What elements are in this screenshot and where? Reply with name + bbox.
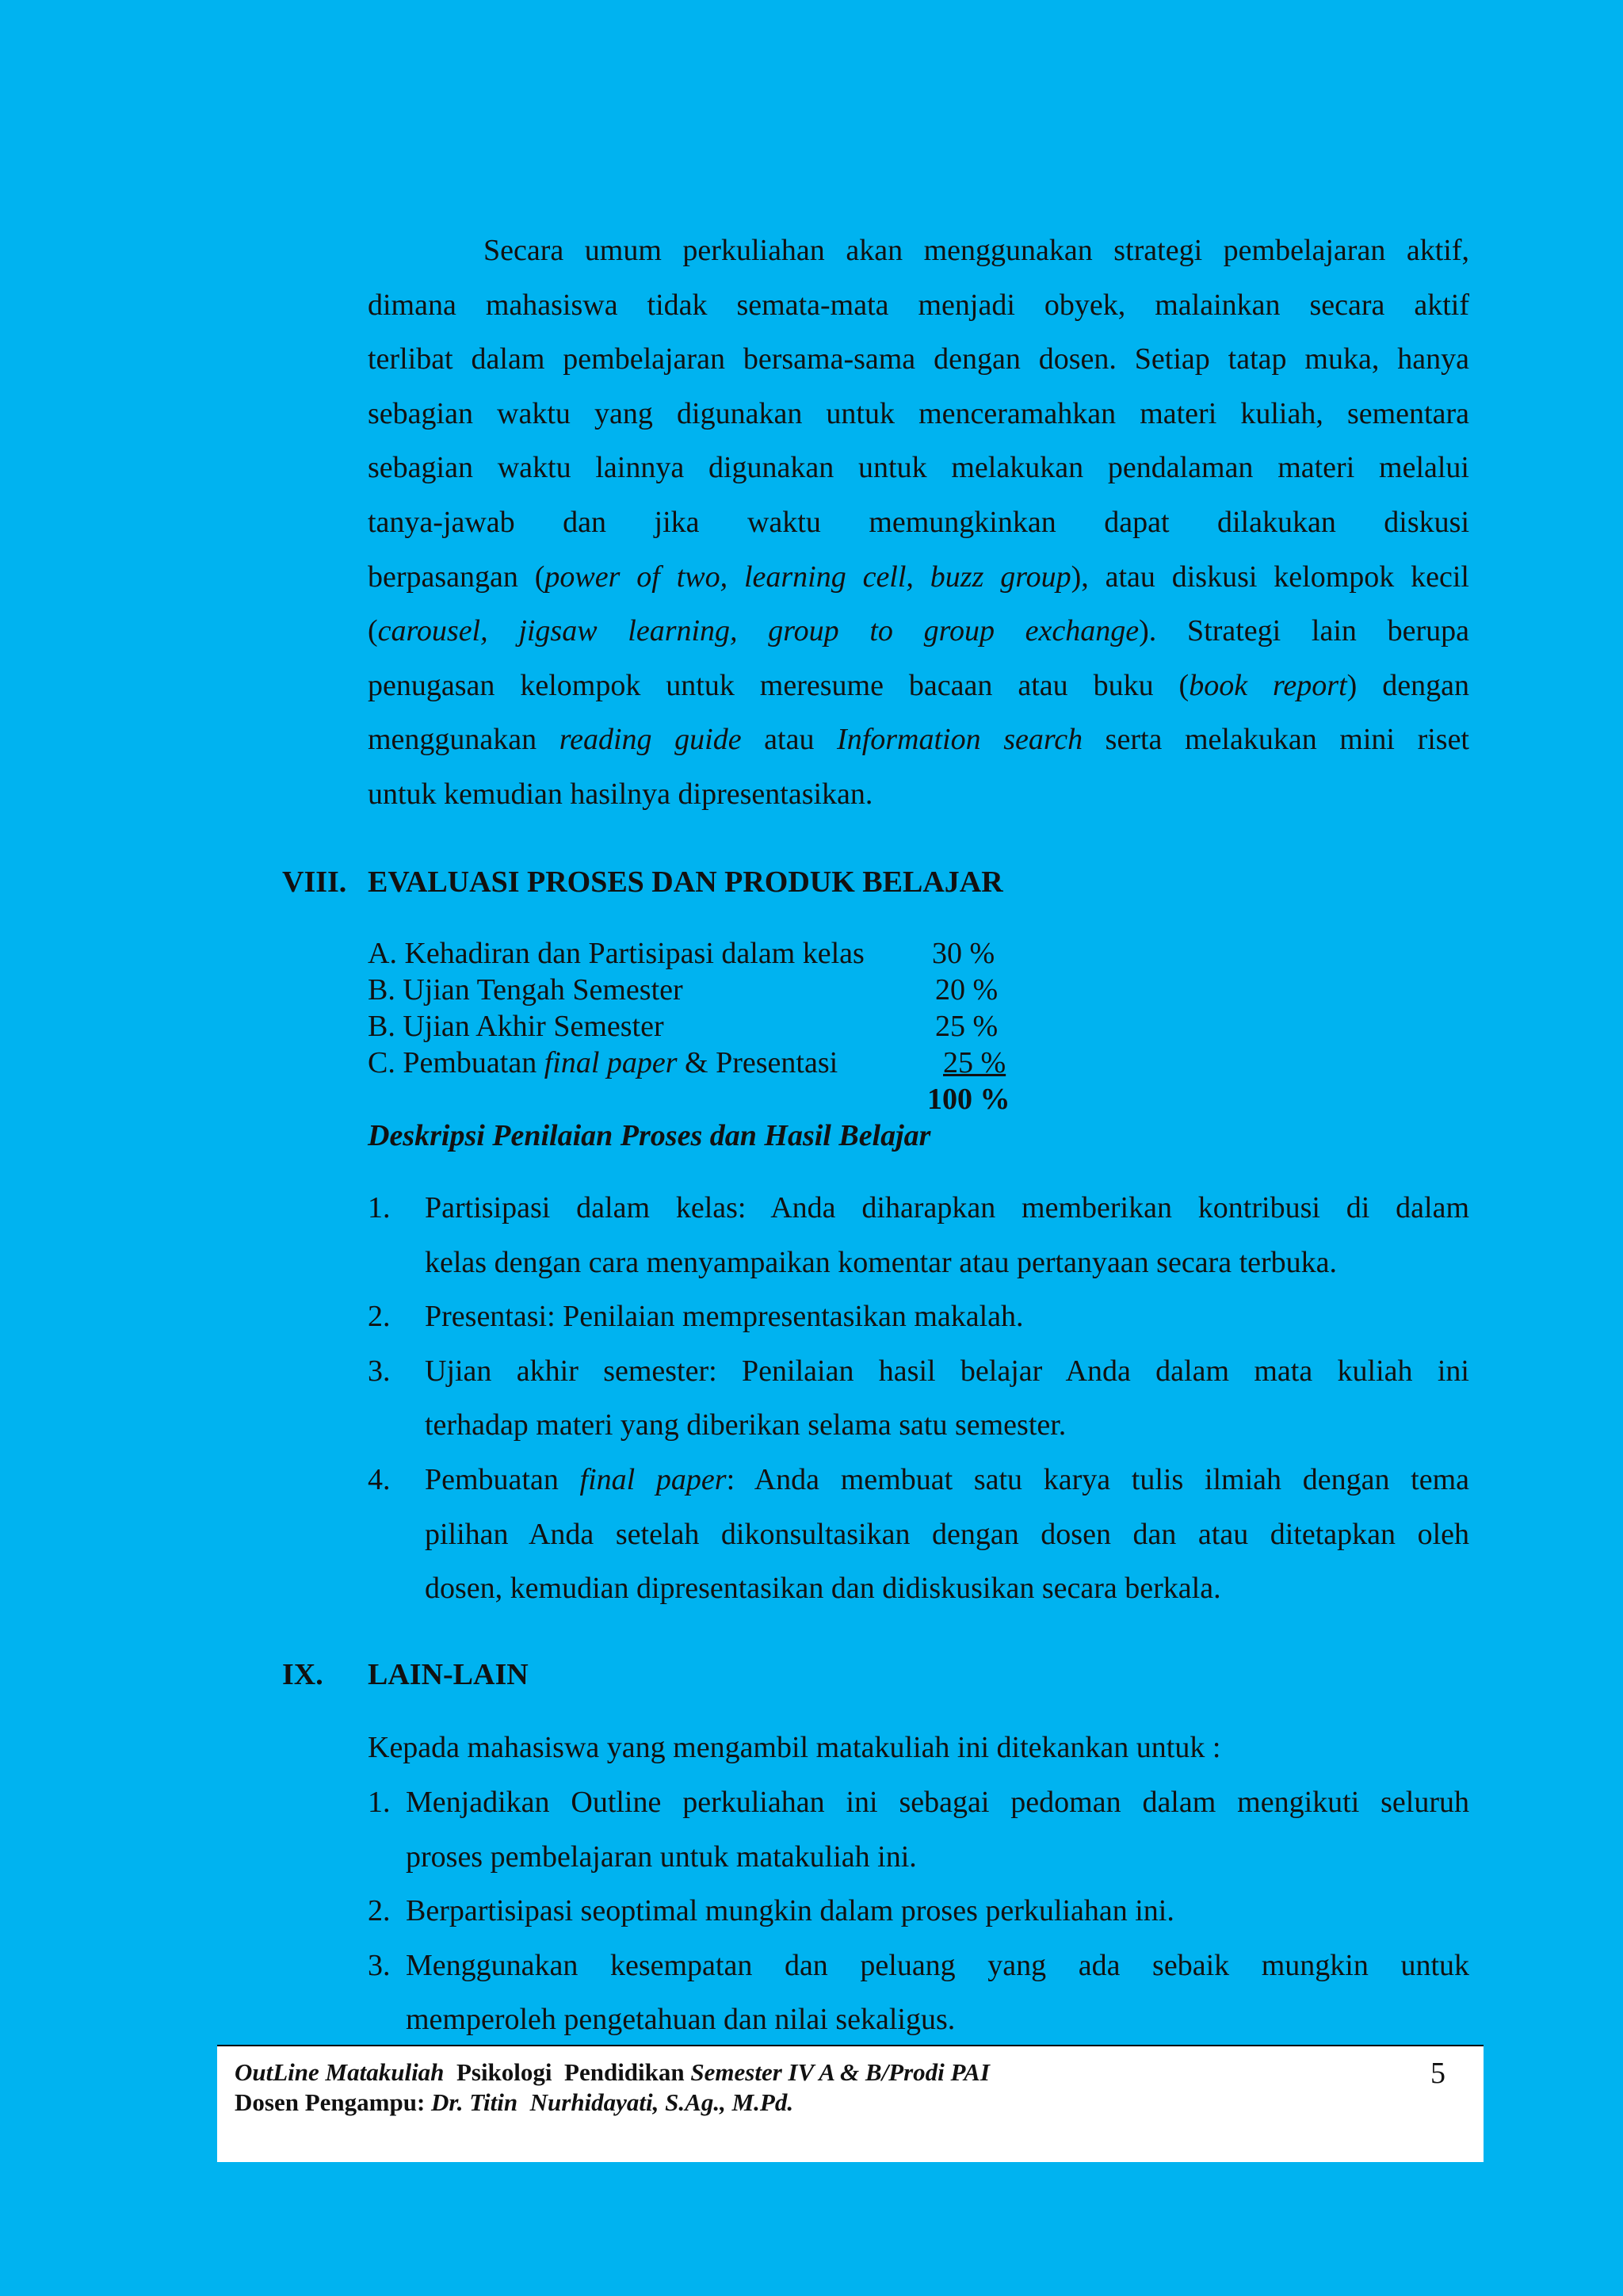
section-number: VIII. (282, 865, 347, 899)
paragraph-line: untuk kemudian hasilnya dipresentasikan. (368, 777, 873, 811)
page-footer (217, 2045, 1484, 2162)
evaluation-row-label: B. Ujian Akhir Semester (368, 1010, 664, 1043)
list-item: 2. Berpartisipasi seoptimal mungkin dalam proses perkuliahan ini. (368, 1894, 1174, 1928)
paragraph-line: (carousel, jigsaw learning, group to group exchange). Strategi lain berupa (368, 614, 1469, 648)
list-item: 3. Menggunakan kesempatan dan peluang yang ada sebaik mungkin untuk memperoleh pengetahuan dan nilai sekaligus. (368, 1948, 1469, 2037)
footer-lecturer-line: Dosen Pengampu: Dr. Titin Nurhidayati, S.Ag., M.Pd. (235, 2088, 794, 2116)
assessment-list (368, 1181, 1469, 1616)
evaluation-total: 100 % (927, 1083, 1010, 1116)
evaluation-row-percent: 20 % (935, 973, 999, 1007)
list-item: 2. Presentasi: Penilaian mempresentasikan makalah. (368, 1300, 1024, 1334)
evaluation-row-percent: 30 % (932, 937, 995, 970)
section-title: LAIN-LAIN (368, 1658, 529, 1691)
paragraph-line: terlibat dalam pembelajaran bersama-sama dengan dosen. Setiap tatap muka, hanya (368, 342, 1469, 376)
evaluation-row-label: C. Pembuatan final paper & Presentasi (368, 1046, 838, 1079)
section-title: EVALUASI PROSES DAN PRODUK BELAJAR (368, 865, 1003, 899)
intro-paragraph (368, 223, 1469, 822)
evaluation-row-label: B. Ujian Tengah Semester (368, 973, 683, 1007)
paragraph-line: dimana mahasiswa tidak semata-mata menjadi obyek, malainkan secara aktif (368, 288, 1469, 322)
paragraph-line: Secara umum perkuliahan akan menggunakan strategi pembelajaran aktif, (483, 234, 1469, 267)
list-item: 1. Menjadikan Outline perkuliahan ini sebagai pedoman dalam mengikuti seluruh proses pembelajaran untuk matakuliah ini. (368, 1786, 1469, 1874)
section-number: IX. (282, 1658, 323, 1691)
assessment-description-heading: Deskripsi Penilaian Proses dan Hasil Belajar (368, 1119, 931, 1152)
list-item: 3. Ujian akhir semester: Penilaian hasil belajar Anda dalam mata kuliah ini terhadap materi yang diberikan selama satu semester. (368, 1354, 1469, 1442)
list-item: 4. Pembuatan final paper: Anda membuat satu karya tulis ilmiah dengan tema pilihan Anda setelah dikonsultasikan dengan dosen dan atau ditetapkan oleh dosen, kemudian dipresentasikan dan didiskusikan secara berkala. (368, 1462, 1470, 1606)
footer-course-line: OutLine Matakuliah Psikologi Pendidikan Semester IV A & B/Prodi PAI (235, 2058, 990, 2086)
paragraph-line: berpasangan (power of two, learning cell, buzz group), atau diskusi kelompok kecil (368, 560, 1469, 594)
evaluation-row-percent: 25 % (943, 1046, 1006, 1079)
paragraph-line: tanya-jawab dan jika waktu memungkinkan dapat dilakukan diskusi (368, 505, 1469, 539)
paragraph-line: penugasan kelompok untuk meresume bacaan atau buku (book report) dengan (368, 668, 1469, 702)
paragraph-line: sebagian waktu yang digunakan untuk menceramahkan materi kuliah, sementara (368, 396, 1469, 430)
page-number: 5 (1430, 2057, 1445, 2090)
section-intro-text: Kepada mahasiswa yang mengambil matakuliah ini ditekankan untuk : (368, 1731, 1221, 1764)
evaluation-row-label: A. Kehadiran dan Partisipasi dalam kelas (368, 937, 865, 970)
instructions-list (368, 1775, 1469, 2047)
paragraph-line: menggunakan reading guide atau Information search serta melakukan mini riset (368, 723, 1469, 757)
paragraph-line: sebagian waktu lainnya digunakan untuk melakukan pendalaman materi melalui (368, 451, 1469, 485)
evaluation-row-percent: 25 % (935, 1010, 999, 1043)
list-item: 1. Partisipasi dalam kelas: Anda diharapkan memberikan kontribusi di dalam kelas dengan cara menyampaikan komentar atau pertanyaan secara terbuka. (368, 1191, 1469, 1279)
